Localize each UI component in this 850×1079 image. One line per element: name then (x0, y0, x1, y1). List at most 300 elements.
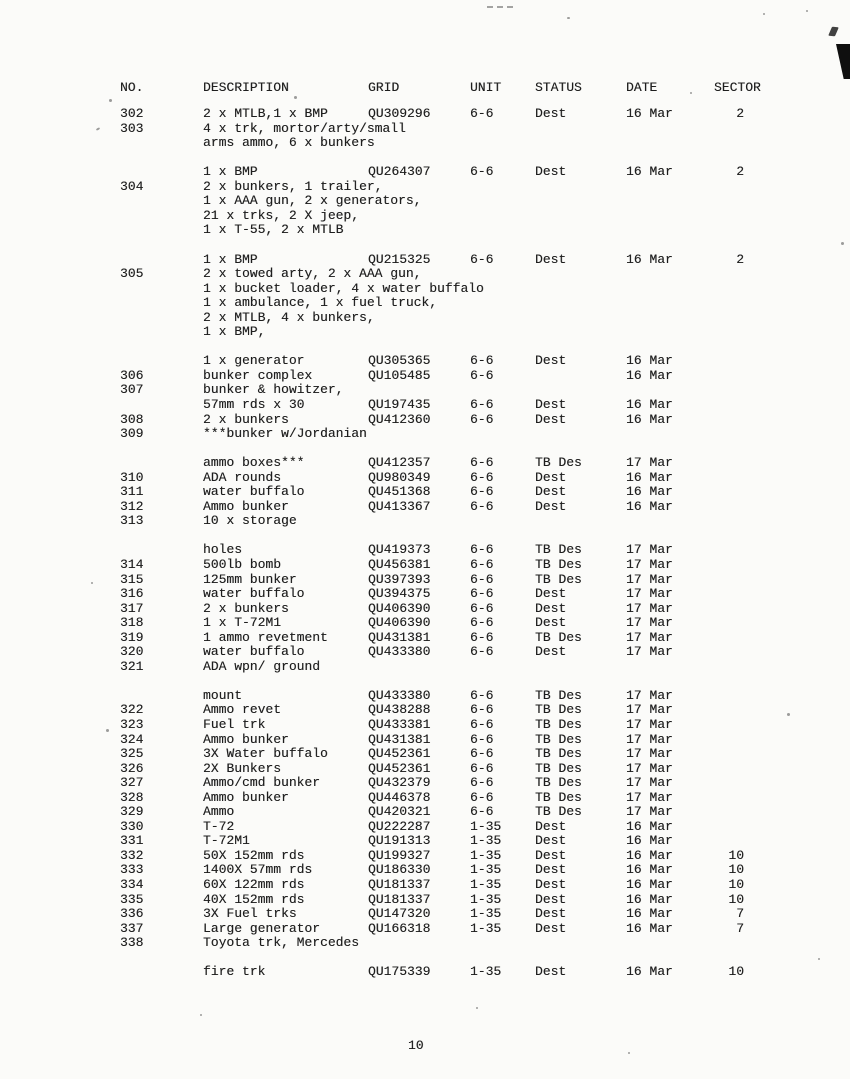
table-row (120, 616, 765, 631)
cell-status: Dest (535, 469, 567, 485)
cell-date: 16 Mar (626, 367, 673, 383)
cell-unit: 6-6 (470, 106, 494, 122)
cell-date: 17 Mar (626, 600, 673, 616)
cell-description: 4 x trk, mortor/arty/small (203, 120, 406, 136)
cell-description: 2 x bunkers (203, 411, 289, 427)
cell-status: TB Des (535, 571, 582, 587)
cell-status: TB Des (535, 775, 582, 791)
cell-status: Dest (535, 847, 567, 863)
cell-grid: QU433380 (368, 644, 431, 660)
cell-status: Dest (535, 353, 567, 369)
table-row (120, 398, 765, 413)
cell-status: Dest (535, 396, 567, 412)
cell-grid: QU431381 (368, 731, 431, 747)
table-row (120, 413, 765, 428)
cell-date: 17 Mar (626, 542, 673, 558)
page-number: 10 (408, 1038, 424, 1053)
cell-description: 2 x MTLB,1 x BMP (203, 106, 328, 122)
cell-date: 16 Mar (626, 818, 673, 834)
cell-no: 305 (120, 266, 144, 282)
cell-no: 327 (120, 775, 144, 791)
cell-unit: 6-6 (470, 251, 494, 267)
cell-status: Dest (535, 906, 567, 922)
cell-date: 16 Mar (626, 251, 673, 267)
cell-no: 333 (120, 862, 144, 878)
cell-no: 326 (120, 760, 144, 776)
cell-description: 1 x BMP (203, 164, 258, 180)
cell-status: TB Des (535, 629, 582, 645)
cell-status: Dest (535, 818, 567, 834)
column-header-unit: UNIT (470, 80, 502, 95)
scan-speck (106, 729, 109, 732)
cell-status: Dest (535, 484, 567, 500)
cell-grid: QU222287 (368, 818, 431, 834)
cell-date: 16 Mar (626, 877, 673, 893)
cell-grid: QU147320 (368, 906, 431, 922)
cell-description: 1 x BMP (203, 251, 258, 267)
table-row (120, 558, 765, 573)
cell-grid: QU175339 (368, 964, 431, 980)
cell-grid: QU980349 (368, 469, 431, 485)
cell-description: water buffalo (203, 644, 305, 660)
column-header-grid: GRID (368, 80, 400, 95)
cell-description: 50X 152mm rds (203, 847, 305, 863)
cell-unit: 1-35 (470, 891, 502, 907)
cell-grid: QU420321 (368, 804, 431, 820)
scan-artifact-dashes (487, 6, 513, 8)
cell-unit: 1-35 (470, 833, 502, 849)
cell-description: mount (203, 687, 243, 703)
cell-no: 321 (120, 658, 144, 674)
table-row (120, 180, 765, 195)
cell-unit: 6-6 (470, 571, 494, 587)
cell-unit: 6-6 (470, 367, 494, 383)
cell-status: TB Des (535, 789, 582, 805)
cell-description: 1 x bucket loader, 4 x water buffalo (203, 280, 484, 296)
cell-description: T-72 (203, 818, 235, 834)
cell-no: 315 (120, 571, 144, 587)
cell-unit: 6-6 (470, 746, 494, 762)
cell-no: 324 (120, 731, 144, 747)
cell-grid: QU181337 (368, 891, 431, 907)
cell-date: 17 Mar (626, 571, 673, 587)
cell-grid: QU433381 (368, 717, 431, 733)
cell-grid: QU397393 (368, 571, 431, 587)
table-row (120, 762, 765, 777)
cell-description: ammo boxes*** (203, 455, 305, 471)
cell-unit: 6-6 (470, 586, 494, 602)
cell-description: 1 x ambulance, 1 x fuel truck, (203, 295, 438, 311)
scan-speck (91, 582, 93, 584)
cell-grid: QU431381 (368, 629, 431, 645)
cell-description: 40X 152mm rds (203, 891, 305, 907)
cell-no: 334 (120, 877, 144, 893)
cell-date: 16 Mar (626, 920, 673, 936)
cell-description: holes (203, 542, 243, 558)
cell-grid: QU412357 (368, 455, 431, 471)
cell-description: 2 x bunkers, 1 trailer, (203, 178, 383, 194)
cell-description: bunker & howitzer, (203, 382, 344, 398)
cell-date: 16 Mar (626, 862, 673, 878)
table-row (120, 703, 765, 718)
table-row (120, 485, 765, 500)
cell-no: 302 (120, 106, 144, 122)
cell-no: 338 (120, 935, 144, 951)
cell-unit: 6-6 (470, 687, 494, 703)
cell-description: fire trk (203, 964, 266, 980)
table-row (120, 573, 765, 588)
cell-description: water buffalo (203, 586, 305, 602)
cell-status: Dest (535, 600, 567, 616)
cell-unit: 6-6 (470, 789, 494, 805)
scan-speck (818, 958, 820, 960)
table-row (120, 383, 765, 398)
table-row (120, 660, 765, 675)
cell-date: 17 Mar (626, 760, 673, 776)
cell-date: 16 Mar (626, 353, 673, 369)
table-row (120, 500, 765, 515)
cell-status: Dest (535, 106, 567, 122)
cell-unit: 6-6 (470, 615, 494, 631)
table-row (120, 587, 765, 602)
cell-no: 312 (120, 498, 144, 514)
table-row (120, 907, 765, 922)
cell-date: 16 Mar (626, 484, 673, 500)
cell-description: ADA wpn/ ground (203, 658, 321, 674)
cell-grid: QU199327 (368, 847, 431, 863)
cell-description: 2 x towed arty, 2 x AAA gun, (203, 266, 422, 282)
cell-date: 16 Mar (626, 396, 673, 412)
cell-no: 336 (120, 906, 144, 922)
cell-date: 16 Mar (626, 847, 673, 863)
cell-description: 2 x MTLB, 4 x bunkers, (203, 309, 375, 325)
scan-speck (763, 13, 765, 15)
cell-unit: 1-35 (470, 877, 502, 893)
cell-unit: 6-6 (470, 804, 494, 820)
cell-no: 309 (120, 426, 144, 442)
table-row (120, 354, 765, 369)
cell-date: 16 Mar (626, 833, 673, 849)
cell-date: 17 Mar (626, 789, 673, 805)
cell-description: 3X Water buffalo (203, 746, 328, 762)
cell-unit: 1-35 (470, 862, 502, 878)
cell-sector: 7 (736, 920, 744, 936)
cell-no: 335 (120, 891, 144, 907)
table-row (120, 107, 765, 122)
cell-date: 16 Mar (626, 411, 673, 427)
table-row (120, 311, 765, 326)
table-row (120, 805, 765, 820)
cell-date: 16 Mar (626, 891, 673, 907)
cell-description: 1 x T-72M1 (203, 615, 282, 631)
cell-unit: 6-6 (470, 717, 494, 733)
column-header-status: STATUS (535, 80, 582, 95)
cell-grid: QU264307 (368, 164, 431, 180)
table-body (120, 107, 765, 980)
cell-grid: QU438288 (368, 702, 431, 718)
table-row (120, 194, 765, 209)
cell-no: 332 (120, 847, 144, 863)
cell-date: 17 Mar (626, 644, 673, 660)
cell-unit: 6-6 (470, 469, 494, 485)
cell-unit: 1-35 (470, 818, 502, 834)
table-row (120, 514, 765, 529)
cell-description: 21 x trks, 2 X jeep, (203, 207, 360, 223)
table-row (120, 325, 765, 340)
cell-date: 17 Mar (626, 746, 673, 762)
cell-status: Dest (535, 862, 567, 878)
cell-description: bunker complex (203, 367, 313, 383)
cell-unit: 6-6 (470, 498, 494, 514)
table-row (120, 223, 765, 238)
cell-description: 60X 122mm rds (203, 877, 305, 893)
table-row (120, 936, 765, 951)
cell-description: arms ammo, 6 x bunkers (203, 135, 375, 151)
cell-grid: QU452361 (368, 760, 431, 776)
cell-no: 330 (120, 818, 144, 834)
cell-description: Ammo bunker (203, 731, 289, 747)
cell-date: 17 Mar (626, 629, 673, 645)
cell-description: 2 x bunkers (203, 600, 289, 616)
cell-description: Ammo bunker (203, 789, 289, 805)
cell-status: Dest (535, 891, 567, 907)
cell-description: 1 x T-55, 2 x MTLB (203, 222, 344, 238)
cell-date: 17 Mar (626, 615, 673, 631)
cell-no: 329 (120, 804, 144, 820)
table-row (120, 849, 765, 864)
cell-date: 17 Mar (626, 702, 673, 718)
cell-no: 337 (120, 920, 144, 936)
cell-description: Ammo revet (203, 702, 282, 718)
table-row (120, 922, 765, 937)
table-row (120, 253, 765, 268)
cell-description: ***bunker w/Jordanian (203, 426, 367, 442)
table-row (120, 718, 765, 733)
cell-status: Dest (535, 615, 567, 631)
cell-sector: 10 (728, 847, 744, 863)
column-header-no: NO. (120, 80, 144, 95)
cell-no: 325 (120, 746, 144, 762)
cell-unit: 6-6 (470, 455, 494, 471)
cell-no: 314 (120, 557, 144, 572)
cell-grid: QU305365 (368, 353, 431, 369)
cell-grid: QU452361 (368, 746, 431, 762)
cell-sector: 10 (728, 964, 744, 980)
scan-speck (200, 1014, 202, 1016)
cell-unit: 6-6 (470, 164, 494, 180)
cell-status: TB Des (535, 731, 582, 747)
cell-status: TB Des (535, 687, 582, 703)
cell-grid: QU419373 (368, 542, 431, 558)
cell-grid: QU181337 (368, 877, 431, 893)
cell-description: Ammo (203, 804, 235, 820)
cell-no: 328 (120, 789, 144, 805)
cell-unit: 6-6 (470, 775, 494, 791)
cell-status: Dest (535, 411, 567, 427)
table-row (120, 282, 765, 297)
cell-status: TB Des (535, 455, 582, 471)
cell-no: 307 (120, 382, 144, 398)
cell-date: 16 Mar (626, 964, 673, 980)
cell-status: Dest (535, 964, 567, 980)
cell-unit: 6-6 (470, 542, 494, 558)
table-row (120, 791, 765, 806)
cell-no: 304 (120, 178, 144, 194)
cell-unit: 6-6 (470, 644, 494, 660)
cell-sector: 2 (736, 106, 744, 122)
cell-sector: 2 (736, 164, 744, 180)
table-row (120, 893, 765, 908)
cell-date: 17 Mar (626, 557, 673, 572)
cell-grid: QU432379 (368, 775, 431, 791)
cell-status: Dest (535, 920, 567, 936)
cell-date: 17 Mar (626, 455, 673, 471)
table-row (120, 427, 765, 442)
cell-status: Dest (535, 877, 567, 893)
cell-description: 1 x BMP, (203, 324, 266, 340)
target-list-table (120, 81, 765, 980)
cell-status: Dest (535, 498, 567, 514)
table-row (120, 543, 765, 558)
cell-grid: QU186330 (368, 862, 431, 878)
cell-grid: QU406390 (368, 615, 431, 631)
table-row (120, 296, 765, 311)
cell-no: 308 (120, 411, 144, 427)
cell-sector: 10 (728, 862, 744, 878)
cell-unit: 6-6 (470, 484, 494, 500)
table-row (120, 834, 765, 849)
scan-speck (787, 713, 790, 716)
cell-date: 17 Mar (626, 687, 673, 703)
cell-description: 2X Bunkers (203, 760, 282, 776)
cell-status: Dest (535, 251, 567, 267)
scan-speck (841, 242, 844, 245)
cell-status: TB Des (535, 702, 582, 718)
cell-grid: QU191313 (368, 833, 431, 849)
cell-description: 57mm rds x 30 (203, 396, 305, 412)
table-row (120, 645, 765, 660)
column-header-sector: SECTOR (714, 80, 761, 95)
cell-unit: 6-6 (470, 731, 494, 747)
cell-unit: 1-35 (470, 964, 502, 980)
scan-speck (567, 17, 570, 19)
cell-grid: QU215325 (368, 251, 431, 267)
cell-grid: QU394375 (368, 586, 431, 602)
cell-unit: 6-6 (470, 702, 494, 718)
cell-status: Dest (535, 164, 567, 180)
table-row (120, 863, 765, 878)
cell-unit: 6-6 (470, 629, 494, 645)
cell-date: 16 Mar (626, 498, 673, 514)
table-row (120, 689, 765, 704)
cell-description: 500lb bomb (203, 557, 282, 572)
cell-grid: QU412360 (368, 411, 431, 427)
cell-grid: QU105485 (368, 367, 431, 383)
cell-description: 1 x AAA gun, 2 x generators, (203, 193, 422, 209)
cell-no: 313 (120, 513, 144, 529)
cell-unit: 6-6 (470, 760, 494, 776)
cell-description: 1 x generator (203, 353, 305, 369)
cell-description: Large generator (203, 920, 321, 936)
cell-grid: QU456381 (368, 557, 431, 572)
cell-date: 16 Mar (626, 906, 673, 922)
cell-status: TB Des (535, 760, 582, 776)
cell-description: 125mm bunker (203, 571, 297, 587)
cell-no: 323 (120, 717, 144, 733)
cell-status: TB Des (535, 717, 582, 733)
column-header-description: DESCRIPTION (203, 80, 289, 95)
cell-no: 318 (120, 615, 144, 631)
cell-description: Ammo bunker (203, 498, 289, 514)
cell-status: Dest (535, 833, 567, 849)
cell-no: 320 (120, 644, 144, 660)
cell-status: Dest (535, 586, 567, 602)
cell-grid: QU446378 (368, 789, 431, 805)
cell-no: 306 (120, 367, 144, 383)
cell-no: 317 (120, 600, 144, 616)
cell-sector: 10 (728, 891, 744, 907)
cell-no: 316 (120, 586, 144, 602)
cell-date: 17 Mar (626, 717, 673, 733)
cell-unit: 6-6 (470, 600, 494, 616)
cell-date: 17 Mar (626, 775, 673, 791)
cell-unit: 6-6 (470, 396, 494, 412)
table-row (120, 136, 765, 151)
table-row (120, 165, 765, 180)
cell-description: T-72M1 (203, 833, 250, 849)
cell-date: 17 Mar (626, 804, 673, 820)
cell-grid: QU309296 (368, 106, 431, 122)
table-row (120, 602, 765, 617)
table-row (120, 733, 765, 748)
cell-grid: QU197435 (368, 396, 431, 412)
cell-status: TB Des (535, 804, 582, 820)
cell-no: 322 (120, 702, 144, 718)
table-row (120, 267, 765, 282)
table-row (120, 456, 765, 471)
cell-sector: 7 (736, 906, 744, 922)
scan-speck (806, 10, 808, 12)
scan-speck (109, 99, 112, 102)
table-row (120, 471, 765, 486)
cell-date: 16 Mar (626, 106, 673, 122)
cell-description: Fuel trk (203, 717, 266, 733)
cell-no: 310 (120, 469, 144, 485)
cell-description: Ammo/cmd bunker (203, 775, 321, 791)
cell-grid: QU451368 (368, 484, 431, 500)
table-row (120, 631, 765, 646)
cell-status: TB Des (535, 557, 582, 572)
cell-description: 10 x storage (203, 513, 297, 529)
scan-artifact-mark (828, 27, 839, 37)
cell-grid: QU433380 (368, 687, 431, 703)
cell-date: 16 Mar (626, 164, 673, 180)
scan-speck (476, 1007, 478, 1009)
cell-description: 1400X 57mm rds (203, 862, 313, 878)
cell-date: 16 Mar (626, 469, 673, 485)
cell-no: 319 (120, 629, 144, 645)
cell-unit: 6-6 (470, 353, 494, 369)
scan-artifact-corner-wedge (836, 44, 850, 79)
scan-speck (628, 1052, 630, 1054)
cell-status: Dest (535, 644, 567, 660)
table-row (120, 209, 765, 224)
cell-description: water buffalo (203, 484, 305, 500)
table-row (120, 820, 765, 835)
cell-grid: QU406390 (368, 600, 431, 616)
cell-date: 17 Mar (626, 731, 673, 747)
cell-description: 3X Fuel trks (203, 906, 297, 922)
